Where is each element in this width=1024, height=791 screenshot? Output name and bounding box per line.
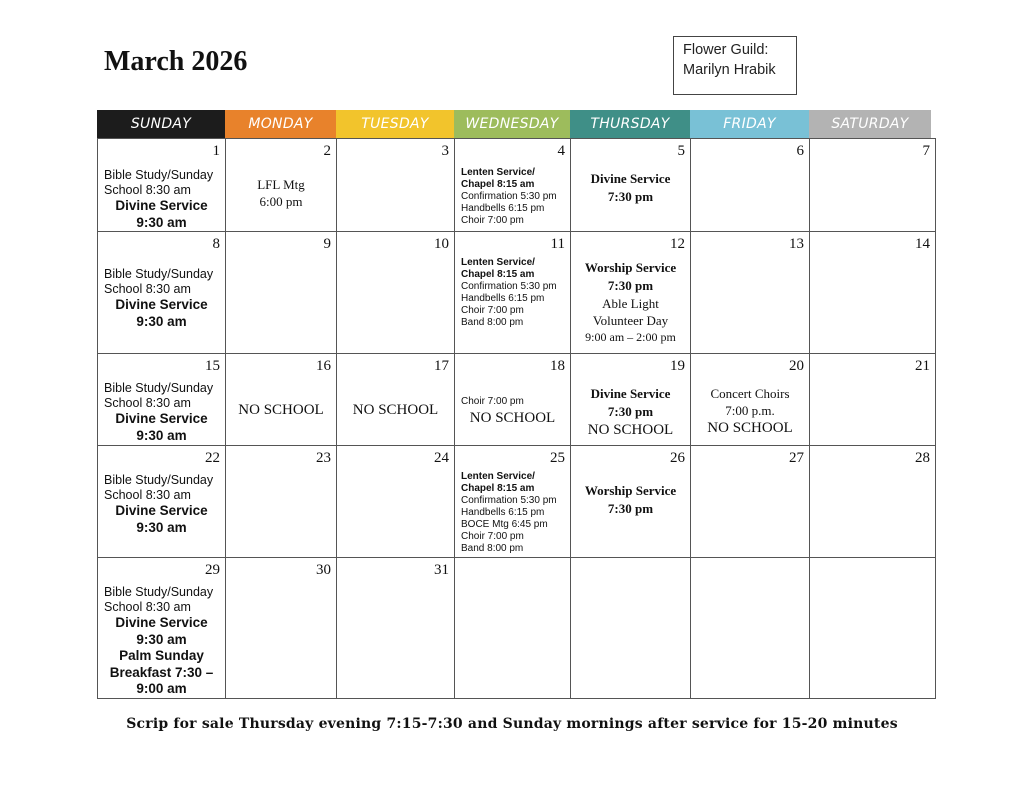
event-service-time: 9:30 am bbox=[136, 214, 187, 230]
day-number: 18 bbox=[550, 358, 565, 374]
day-number: 20 bbox=[789, 358, 804, 374]
week-row bbox=[98, 354, 936, 446]
day-number: 8 bbox=[212, 236, 220, 252]
day-cell bbox=[98, 354, 226, 446]
day-cell bbox=[455, 232, 571, 354]
event-bible-study: Bible Study/Sunday bbox=[104, 473, 214, 487]
event-service-time: 7:30 pm bbox=[607, 278, 654, 293]
event-able-light: Able Light bbox=[602, 296, 659, 311]
flower-guild-label: Flower Guild: bbox=[683, 42, 769, 58]
event-volunteer-day: Volunteer Day bbox=[592, 313, 669, 328]
week-row bbox=[98, 232, 936, 354]
day-cell bbox=[571, 558, 691, 699]
header-wednesday: WEDNESDAY bbox=[454, 110, 570, 138]
event-bible-study: Bible Study/Sunday bbox=[104, 585, 214, 599]
header-sunday: SUNDAY bbox=[97, 110, 225, 138]
day-number: 10 bbox=[434, 236, 449, 252]
event-service-time: 9:30 am bbox=[136, 519, 187, 535]
event-handbells: Handbells 6:15 pm bbox=[461, 507, 545, 518]
day-cell bbox=[337, 354, 455, 446]
day-cell bbox=[810, 446, 936, 558]
event-school-time: School 8:30 am bbox=[104, 183, 191, 197]
day-cell bbox=[98, 139, 226, 232]
event-confirmation: Confirmation 5:30 pm bbox=[461, 495, 557, 506]
event-choir: Choir 7:00 pm bbox=[461, 305, 524, 316]
event-band: Band 8:00 pm bbox=[461, 317, 524, 328]
event-divine-service: Divine Service bbox=[115, 297, 208, 312]
header-saturday: SATURDAY bbox=[809, 110, 931, 138]
event-divine-service: Divine Service bbox=[115, 615, 208, 630]
event-service-time: 7:30 pm bbox=[607, 501, 654, 516]
day-number: 29 bbox=[205, 562, 220, 578]
day-cell bbox=[810, 558, 936, 699]
event-service-time: 7:30 pm bbox=[607, 189, 654, 204]
event-no-school: NO SCHOOL bbox=[587, 422, 674, 438]
event-palm-time: 9:00 am bbox=[136, 681, 187, 696]
day-number: 21 bbox=[915, 358, 930, 374]
event-choir: Choir 7:00 pm bbox=[461, 396, 524, 407]
event-boce-mtg: BOCE Mtg 6:45 pm bbox=[461, 519, 548, 530]
day-number: 15 bbox=[205, 358, 220, 374]
event-bible-study: Bible Study/Sunday bbox=[104, 381, 214, 395]
page-title: March 2026 bbox=[104, 46, 248, 77]
event-chapel-time: Chapel 8:15 am bbox=[461, 269, 535, 280]
day-cell bbox=[691, 232, 810, 354]
day-cell bbox=[98, 232, 226, 354]
day-number: 12 bbox=[670, 236, 685, 252]
event-no-school: NO SCHOOL bbox=[707, 420, 793, 436]
event-lfl-mtg: LFL Mtg bbox=[257, 177, 305, 192]
event-concert-time: 7:00 p.m. bbox=[725, 403, 775, 418]
event-band: Band 8:00 pm bbox=[461, 543, 524, 554]
event-chapel-time: Chapel 8:15 am bbox=[461, 179, 535, 190]
day-number: 23 bbox=[316, 450, 331, 466]
event-lenten-service: Lenten Service/ bbox=[461, 257, 535, 268]
event-bible-study: Bible Study/Sunday bbox=[104, 168, 214, 182]
day-cell bbox=[455, 139, 571, 232]
day-number: 31 bbox=[434, 562, 449, 578]
event-divine-service: Divine Service bbox=[115, 198, 208, 213]
day-number: 22 bbox=[205, 450, 220, 466]
flower-guild-name: Marilyn Hrabik bbox=[683, 62, 776, 78]
day-number: 25 bbox=[550, 450, 565, 466]
header-monday: MONDAY bbox=[225, 110, 336, 138]
event-confirmation: Confirmation 5:30 pm bbox=[461, 191, 557, 202]
day-number: 7 bbox=[922, 143, 930, 159]
day-number: 16 bbox=[316, 358, 331, 374]
week-row bbox=[98, 446, 936, 558]
event-handbells: Handbells 6:15 pm bbox=[461, 203, 545, 214]
event-palm-sunday: Palm Sunday bbox=[119, 648, 204, 663]
day-cell bbox=[337, 139, 455, 232]
day-cell bbox=[226, 139, 337, 232]
calendar-grid bbox=[97, 138, 936, 699]
day-cell bbox=[337, 232, 455, 354]
event-divine-service: Divine Service bbox=[590, 386, 671, 401]
day-number: 9 bbox=[323, 236, 331, 252]
event-divine-service: Divine Service bbox=[115, 411, 208, 426]
day-number: 5 bbox=[677, 143, 685, 159]
day-cell bbox=[691, 558, 810, 699]
weekday-header bbox=[97, 110, 931, 138]
day-number: 6 bbox=[796, 143, 804, 159]
event-worship-service: Worship Service bbox=[584, 483, 677, 498]
day-cell bbox=[571, 139, 691, 232]
header-friday: FRIDAY bbox=[690, 110, 809, 138]
day-number: 30 bbox=[316, 562, 331, 578]
day-number: 19 bbox=[670, 358, 685, 374]
event-palm-breakfast: Breakfast 7:30 – bbox=[109, 664, 214, 680]
flower-guild-box bbox=[673, 36, 797, 95]
day-cell bbox=[226, 558, 337, 699]
day-number: 1 bbox=[212, 143, 220, 159]
day-cell bbox=[98, 446, 226, 558]
day-cell bbox=[226, 446, 337, 558]
day-number: 24 bbox=[434, 450, 449, 466]
event-no-school: NO SCHOOL bbox=[352, 402, 439, 418]
event-school-time: School 8:30 am bbox=[104, 600, 191, 614]
event-lenten-service: Lenten Service/ bbox=[461, 167, 535, 178]
event-confirmation: Confirmation 5:30 pm bbox=[461, 281, 557, 292]
event-choir: Choir 7:00 pm bbox=[461, 531, 524, 542]
day-number: 14 bbox=[915, 236, 930, 252]
event-school-time: School 8:30 am bbox=[104, 488, 191, 502]
event-service-time: 9:30 am bbox=[136, 313, 187, 329]
event-service-time: 7:30 pm bbox=[607, 404, 654, 419]
day-cell bbox=[810, 232, 936, 354]
day-number: 4 bbox=[557, 143, 565, 159]
day-number: 11 bbox=[550, 236, 565, 252]
event-no-school: NO SCHOOL bbox=[469, 410, 556, 426]
day-cell bbox=[337, 446, 455, 558]
day-cell bbox=[691, 139, 810, 232]
event-service-time: 9:30 am bbox=[136, 631, 187, 647]
day-cell bbox=[226, 232, 337, 354]
event-lenten-service: Lenten Service/ bbox=[461, 471, 535, 482]
event-handbells: Handbells 6:15 pm bbox=[461, 293, 545, 304]
day-cell bbox=[691, 354, 810, 446]
event-lfl-time: 6:00 pm bbox=[259, 194, 303, 209]
day-cell bbox=[571, 354, 691, 446]
week-row bbox=[98, 139, 936, 232]
day-cell bbox=[691, 446, 810, 558]
day-cell bbox=[810, 354, 936, 446]
day-number: 26 bbox=[670, 450, 685, 466]
day-number: 13 bbox=[789, 236, 804, 252]
header-thursday: THURSDAY bbox=[570, 110, 690, 138]
event-divine-service: Divine Service bbox=[115, 503, 208, 518]
event-school-time: School 8:30 am bbox=[104, 396, 191, 410]
day-cell bbox=[455, 354, 571, 446]
day-number: 3 bbox=[441, 143, 449, 159]
event-chapel-time: Chapel 8:15 am bbox=[461, 483, 535, 494]
event-worship-service: Worship Service bbox=[584, 260, 677, 275]
event-bible-study: Bible Study/Sunday bbox=[104, 267, 214, 281]
day-cell bbox=[98, 558, 226, 699]
header-tuesday: TUESDAY bbox=[336, 110, 454, 138]
event-no-school: NO SCHOOL bbox=[238, 402, 324, 418]
event-choir: Choir 7:00 pm bbox=[461, 215, 524, 226]
event-service-time: 9:30 am bbox=[136, 427, 187, 443]
event-concert-choirs: Concert Choirs bbox=[710, 386, 790, 401]
event-school-time: School 8:30 am bbox=[104, 282, 191, 296]
day-number: 2 bbox=[323, 143, 331, 159]
day-cell bbox=[571, 446, 691, 558]
day-cell bbox=[455, 446, 571, 558]
day-cell bbox=[810, 139, 936, 232]
event-volunteer-time: 9:00 am – 2:00 pm bbox=[585, 330, 676, 344]
day-number: 27 bbox=[789, 450, 804, 466]
day-cell bbox=[226, 354, 337, 446]
day-cell bbox=[455, 558, 571, 699]
day-number: 17 bbox=[434, 358, 449, 374]
footer-note: Scrip for sale Thursday evening 7:15-7:30 and Sunday mornings after service for 15-20 minutes bbox=[126, 716, 898, 732]
day-number: 28 bbox=[915, 450, 930, 466]
week-row bbox=[98, 558, 936, 699]
day-cell bbox=[571, 232, 691, 354]
day-cell bbox=[337, 558, 455, 699]
event-divine-service: Divine Service bbox=[590, 171, 671, 186]
